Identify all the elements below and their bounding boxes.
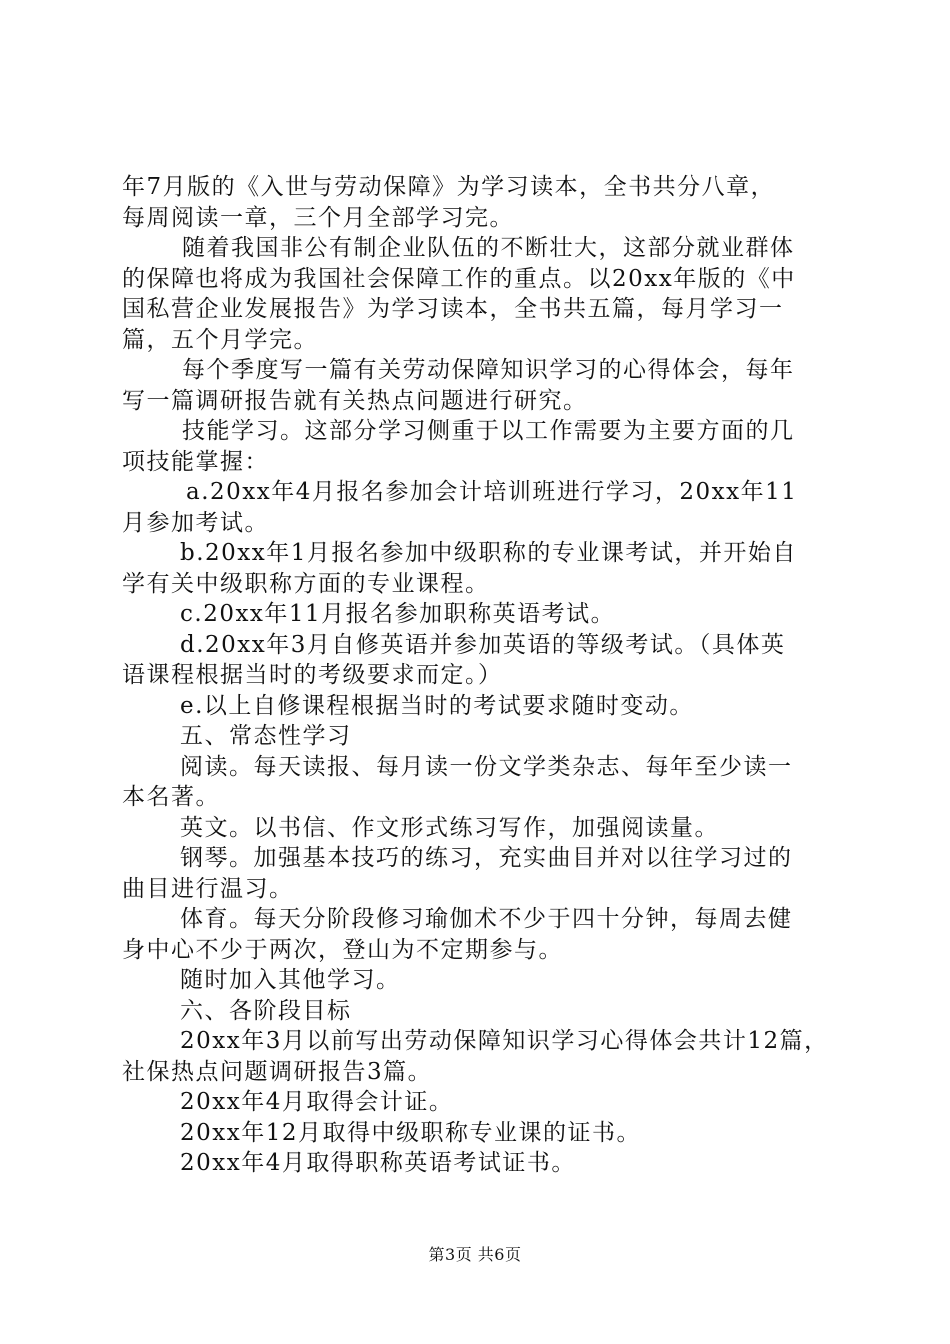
text-line: 的保障也将成为我国社会保障工作的重点。以20xx年版的《中 (122, 265, 796, 292)
text-line: 20xx年4月取得职称英语考试证书。 (180, 1150, 576, 1176)
text-line: 每周阅读一章，三个月全部学习完。 (122, 204, 514, 231)
text-line: 每个季度写一篇有关劳动保障知识学习的心得体会，每年 (182, 357, 795, 383)
text-line: 月参加考试。 (122, 509, 269, 536)
text-line: 英文。以书信、作文形式练习写作，加强阅读量。 (180, 814, 719, 841)
document-body (122, 172, 842, 1179)
text-line: 20xx年4月取得会计证。 (180, 1089, 454, 1115)
text-line: 写一篇调研报告就有关热点问题进行研究。 (122, 387, 588, 414)
text-line: b.20xx年1月报名参加中级职称的专业课考试，并开始自 (180, 540, 797, 566)
text-line: 体育。每天分阶段修习瑜伽术不少于四十分钟，每周去健 (180, 906, 793, 932)
text-line: 学有关中级职称方面的专业课程。 (122, 570, 490, 597)
text-line: a.20xx年4月报名参加会计培训班进行学习，20xx年11 (186, 479, 798, 505)
page-number: 第3页 共6页 (428, 1245, 522, 1264)
text-line: 阅读。每天读报、每月读一份文学类杂志、每年至少读一 (180, 753, 793, 780)
text-line: 20xx年12月取得中级职称专业课的证书。 (180, 1119, 641, 1146)
text-line: c.20xx年11月报名参加职称英语考试。 (180, 601, 616, 627)
section-heading: 六、各阶段目标 (180, 997, 352, 1024)
text-line: 技能学习。这部分学习侧重于以工作需要为主要方面的几 (182, 418, 795, 444)
text-line: 国私营企业发展报告》为学习读本，全书共五篇，每月学习一 (122, 296, 784, 322)
text-line: 钢琴。加强基本技巧的练习，充实曲目并对以往学习过的 (180, 845, 793, 871)
text-line: 社保热点问题调研报告3篇。 (122, 1058, 433, 1085)
text-line: e.以上自修课程根据当时的考试要求随时变动。 (180, 692, 694, 719)
text-line: 项技能掌握： (122, 448, 269, 475)
text-line: d.20xx年3月自修英语并参加英语的等级考试。（具体英 (180, 631, 786, 658)
text-line: 随着我国非公有制企业队伍的不断壮大，这部分就业群体 (182, 235, 795, 261)
text-line: 本名著。 (122, 784, 220, 810)
text-line: 篇，五个月学完。 (122, 326, 318, 353)
text-line: 20xx年3月以前写出劳动保障知识学习心得体会共计12篇， (180, 1028, 829, 1054)
text-line: 身中心不少于两次，登山为不定期参与。 (122, 936, 563, 963)
page-footer (0, 1245, 950, 1265)
text-line: 随时加入其他学习。 (180, 967, 401, 993)
text-line: 年7月版的《入世与劳动保障》为学习读本，全书共分八章， (122, 174, 776, 200)
text-line: 曲目进行温习。 (122, 875, 294, 902)
section-heading: 五、常态性学习 (180, 723, 352, 749)
text-line: 语课程根据当时的考级要求而定。） (122, 662, 503, 688)
